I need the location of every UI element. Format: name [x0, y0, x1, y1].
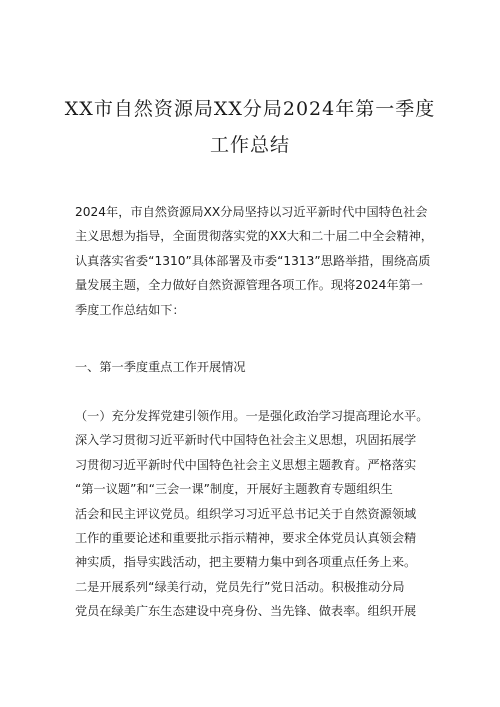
section-1-line: 二是开展系列“绿美行动，党员先行”党日活动。积极推动分局 [75, 579, 405, 594]
section-1-line: 习贯彻习近平新时代中国特色社会主义思想主题教育。严格落实 [75, 457, 417, 472]
section-1-line: 神实质，指导实践活动，把主要精力集中到各项重点任务上来。 [75, 555, 417, 570]
document-title-line-1: XX市自然资源局XX分局2024年第一季度 [64, 98, 436, 120]
section-1-line: 活会和民主评议党员。组织学习习近平总书记关于自然资源领域 [75, 506, 417, 521]
section-1-line: （一）充分发挥党建引领作用。一是强化政治学习提高理论水平。 [75, 409, 429, 423]
intro-line: 季度工作总结如下： [75, 302, 185, 317]
intro-line: 主义思想为指导，全面贯彻落实党的XX大和二十届二中全会精神， [75, 229, 433, 244]
intro-line: 2024年，市自然资源局XX分局坚持以习近平新时代中国特色社会 [75, 205, 428, 219]
section-1-line: 党员在绿美广东生态建设中亮身份、当先锋、做表率。组织开展 [75, 604, 417, 619]
section-1-line: 工作的重要论述和重要批示指示精神，要求全体党员认真领会精 [75, 531, 417, 546]
intro-line: 认真落实省委“1310”具体部署及市委“1313”思路举措，围绕高质 [75, 253, 431, 268]
section-heading-1: 一、第一季度重点工作开展情况 [75, 360, 246, 374]
document-title-line-2: 工作总结 [209, 134, 290, 156]
section-1-line: 深入学习贯彻习近平新时代中国特色社会主义思想，巩固拓展学 [75, 433, 417, 448]
section-1-line: “第一议题”和“三会一课”制度，开展好主题教育专题组织生 [75, 482, 393, 497]
intro-line: 量发展主题，全力做好自然资源管理各项工作。现将2024年第一 [75, 278, 423, 293]
intro-paragraph [75, 200, 435, 322]
section-1-paragraph [75, 404, 435, 624]
